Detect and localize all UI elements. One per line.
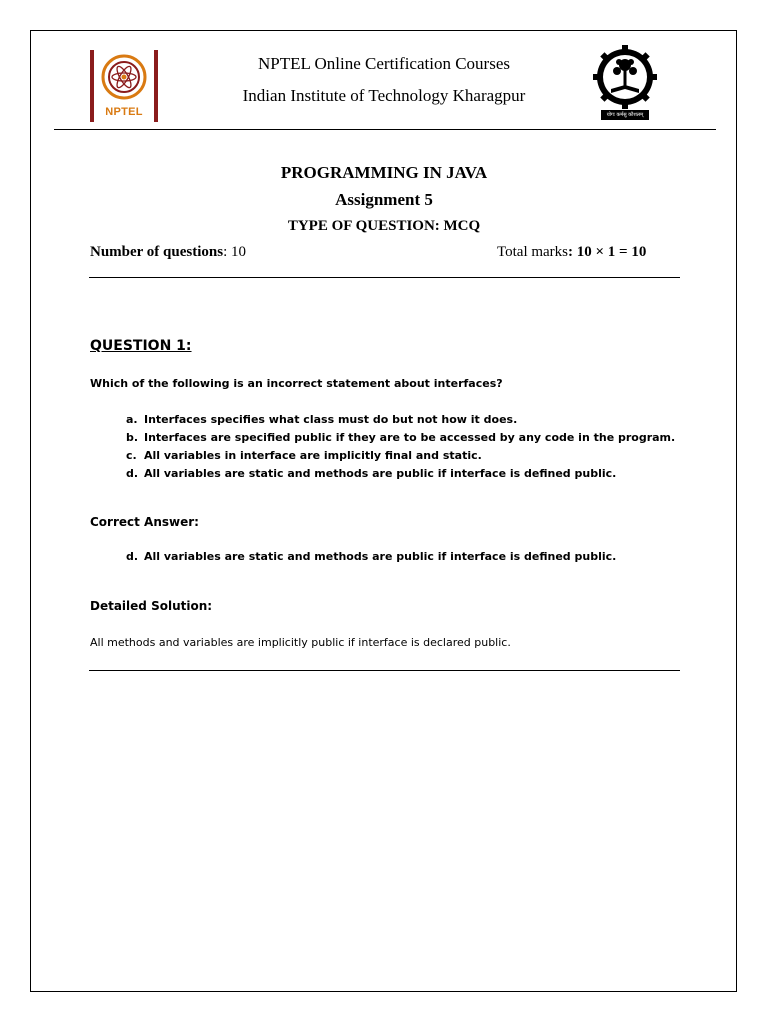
correct-answer-letter: d. (126, 550, 139, 563)
correct-answer (126, 550, 616, 563)
detailed-solution-label: Detailed Solution: (90, 599, 213, 613)
question-end-divider (89, 670, 680, 671)
iit-emblem-icon (593, 43, 657, 111)
header-line-1: NPTEL Online Certification Courses (258, 54, 510, 73)
nptel-emblem-icon (99, 52, 149, 104)
header-line-2: Indian Institute of Technology Kharagpur (242, 86, 526, 105)
option-text: Interfaces specifies what class must do but not how it does. (144, 413, 518, 426)
num-questions-value: : 10 (223, 244, 246, 260)
iit-logo-caption: योगः कर्मसु कौशलम् (601, 110, 649, 120)
detailed-solution-text: All methods and variables are implicitly public if interface is declared public. (90, 636, 511, 649)
nptel-logo-text: NPTEL (105, 106, 143, 118)
question-heading: QUESTION 1: (90, 338, 192, 354)
header-divider (54, 129, 716, 130)
question-type: TYPE OF QUESTION: MCQ (287, 218, 481, 234)
option-d (126, 467, 675, 485)
option-c (126, 449, 675, 467)
total-marks-label: Total marks (497, 244, 569, 260)
option-text: Interfaces are specified public if they are to be accessed by any code in the program. (144, 431, 676, 444)
total-marks-value: : 10 × 1 = 10 (568, 244, 647, 260)
number-of-questions (90, 244, 246, 261)
question-text: Which of the following is an incorrect statement about interfaces? (90, 377, 503, 390)
title-divider (89, 277, 680, 278)
correct-answer-label: Correct Answer: (90, 515, 199, 529)
num-questions-label: Number of questions (90, 244, 224, 260)
option-letter: c. (126, 449, 137, 462)
correct-answer-text: All variables are static and methods are public if interface is defined public. (144, 550, 617, 563)
total-marks (497, 244, 646, 261)
option-letter: d. (126, 467, 139, 480)
option-letter: b. (126, 431, 139, 444)
option-text: All variables are static and methods are public if interface is defined public. (144, 467, 617, 480)
course-title: PROGRAMMING IN JAVA (280, 163, 488, 182)
options-list (126, 413, 675, 485)
option-b (126, 431, 675, 449)
option-text: All variables in interface are implicitly final and static. (144, 449, 482, 462)
option-a (126, 413, 675, 431)
iit-kgp-logo (593, 43, 657, 121)
assignment-title: Assignment 5 (335, 190, 433, 209)
option-letter: a. (126, 413, 138, 426)
nptel-logo (90, 50, 158, 124)
